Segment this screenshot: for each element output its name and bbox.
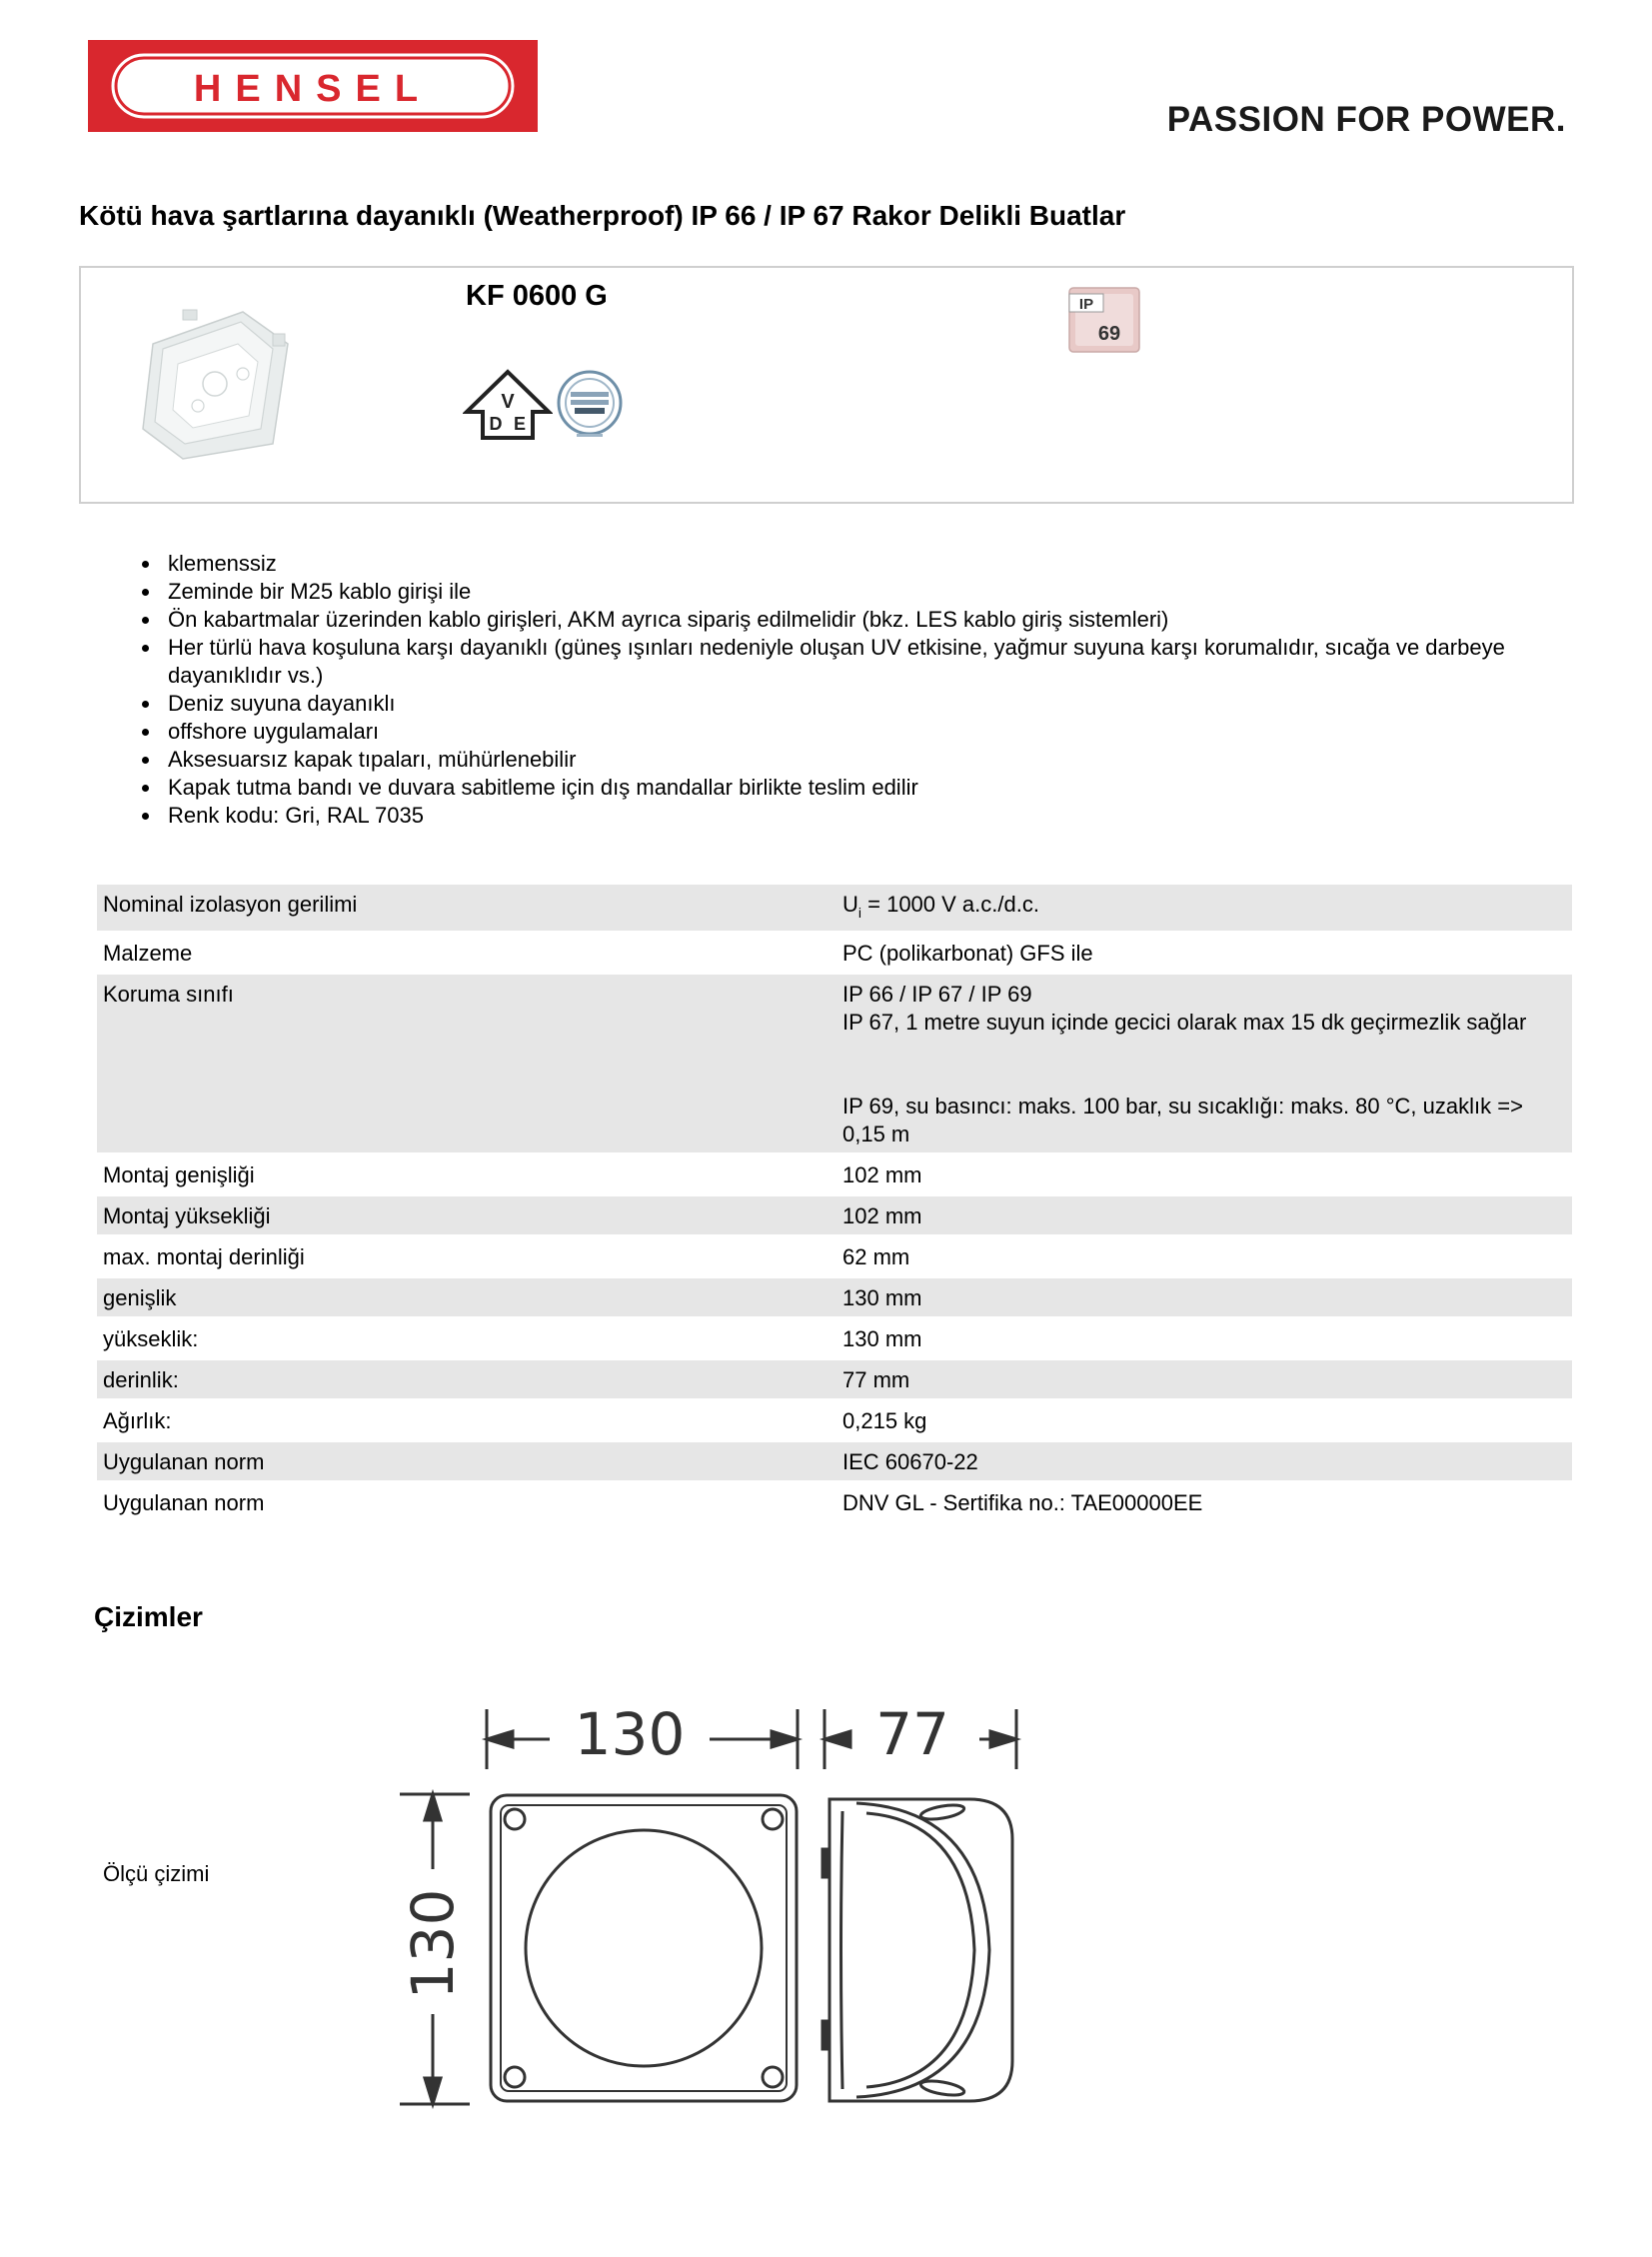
product-code: KF 0600 G: [466, 280, 608, 312]
brand-slogan: PASSION FOR POWER.: [1166, 100, 1566, 139]
list-item: Ön kabartmalar üzerinden kablo girişleri, AKM ayrıca sipariş edilmelidir (bkz. LES kablo giriş sistemleri): [140, 606, 1579, 634]
table-row: [97, 1277, 1572, 1318]
brand-wordmark: HENSEL: [193, 68, 433, 110]
list-item: offshore uygulamaları: [140, 718, 1579, 746]
vde-mark-icon: [463, 368, 553, 442]
spec-value: 130 mm: [836, 1277, 1572, 1318]
spec-label: max. montaj derinliği: [97, 1236, 836, 1277]
spec-value: PC (polikarbonat) GFS ile: [836, 933, 1572, 974]
spec-value: 77 mm: [836, 1359, 1572, 1400]
list-item: Kapak tutma bandı ve duvara sabitleme için dış mandallar birlikte teslim edilir: [140, 774, 1579, 802]
spec-value: DNV GL - Sertifika no.: TAE00000EE: [836, 1482, 1572, 1523]
feature-list: [140, 550, 1579, 830]
list-item: Renk kodu: Gri, RAL 7035: [140, 802, 1579, 830]
table-row: [97, 933, 1572, 974]
ip69-badge: [1065, 284, 1143, 356]
spec-value: 102 mm: [836, 1154, 1572, 1195]
product-card: [79, 266, 1574, 504]
spec-label: Koruma sınıfı: [97, 974, 836, 1154]
list-item: Aksesuarsız kapak tıpaları, mühürlenebilir: [140, 746, 1579, 774]
table-row: [97, 1236, 1572, 1277]
spec-value: $U_i = 1000$ V a.c./d.c.: [836, 885, 1572, 933]
spec-label: Malzeme: [97, 933, 836, 974]
svg-text:E: E: [513, 414, 527, 434]
dim-width-label: 130: [574, 1700, 686, 1768]
spec-label: genişlik: [97, 1277, 836, 1318]
table-row: [97, 885, 1572, 933]
table-row: [97, 1400, 1572, 1441]
table-row: [97, 1482, 1572, 1523]
svg-text:IP: IP: [1078, 296, 1094, 313]
spec-table: [97, 885, 1572, 1524]
dim-height-label: 130: [399, 1888, 467, 2000]
spec-value: 130 mm: [836, 1318, 1572, 1359]
table-row: [97, 1441, 1572, 1482]
page-title: Kötü hava şartlarına dayanıklı (Weatherproof) IP 66 / IP 67 Rakor Delikli Buatlar: [79, 200, 1126, 231]
table-row: [97, 974, 1572, 1154]
list-item: Zeminde bir M25 kablo girişi ile: [140, 578, 1579, 606]
svg-text:69: 69: [1097, 323, 1121, 345]
list-item: klemenssiz: [140, 550, 1579, 578]
spec-label: Ağırlık:: [97, 1400, 836, 1441]
spec-label: Uygulanan norm: [97, 1482, 836, 1523]
spec-value: 0,215 kg: [836, 1400, 1572, 1441]
spec-value: IEC 60670-22: [836, 1441, 1572, 1482]
spec-label: Montaj yüksekliği: [97, 1195, 836, 1236]
list-item: Her türlü hava koşuluna karşı dayanıklı (güneş ışınları nedeniyle oluşan UV etkisine, yağmur suyuna karşı korumalıdır, sıcağa ve darbeye dayanıklıdır vs.): [140, 634, 1579, 690]
table-row: [97, 1359, 1572, 1400]
spec-label: yükseklik:: [97, 1318, 836, 1359]
junction-box-image: [123, 304, 293, 464]
drawing-label: Ölçü çizimi: [103, 1861, 210, 1886]
hensel-logo: [88, 40, 538, 132]
spec-value: 62 mm: [836, 1236, 1572, 1277]
spec-label: derinlik:: [97, 1359, 836, 1400]
dim-depth-label: 77: [875, 1700, 949, 1768]
spec-label: Uygulanan norm: [97, 1441, 836, 1482]
drawings-heading: Çizimler: [94, 1601, 203, 1632]
spec-value: IP 66 / IP 67 / IP 69 IP 67, 1 metre suyun içinde gecici olarak max 15 dk geçirmezlik sağlar IP 69, su basıncı: maks. 100 bar, su sıcaklığı: maks. 80 °C, uzaklık => 0,15 m: [836, 974, 1572, 1154]
spec-label: Montaj genişliği: [97, 1154, 836, 1195]
svg-text:D: D: [489, 414, 503, 434]
table-row: [97, 1318, 1572, 1359]
spec-value: 102 mm: [836, 1195, 1572, 1236]
dnv-gl-mark-icon: [553, 368, 627, 442]
dimension-drawing: [395, 1699, 1034, 2119]
svg-text:V: V: [501, 391, 515, 413]
spec-label: Nominal izolasyon gerilimi: [97, 885, 836, 933]
table-row: [97, 1154, 1572, 1195]
table-row: [97, 1195, 1572, 1236]
list-item: Deniz suyuna dayanıklı: [140, 690, 1579, 718]
